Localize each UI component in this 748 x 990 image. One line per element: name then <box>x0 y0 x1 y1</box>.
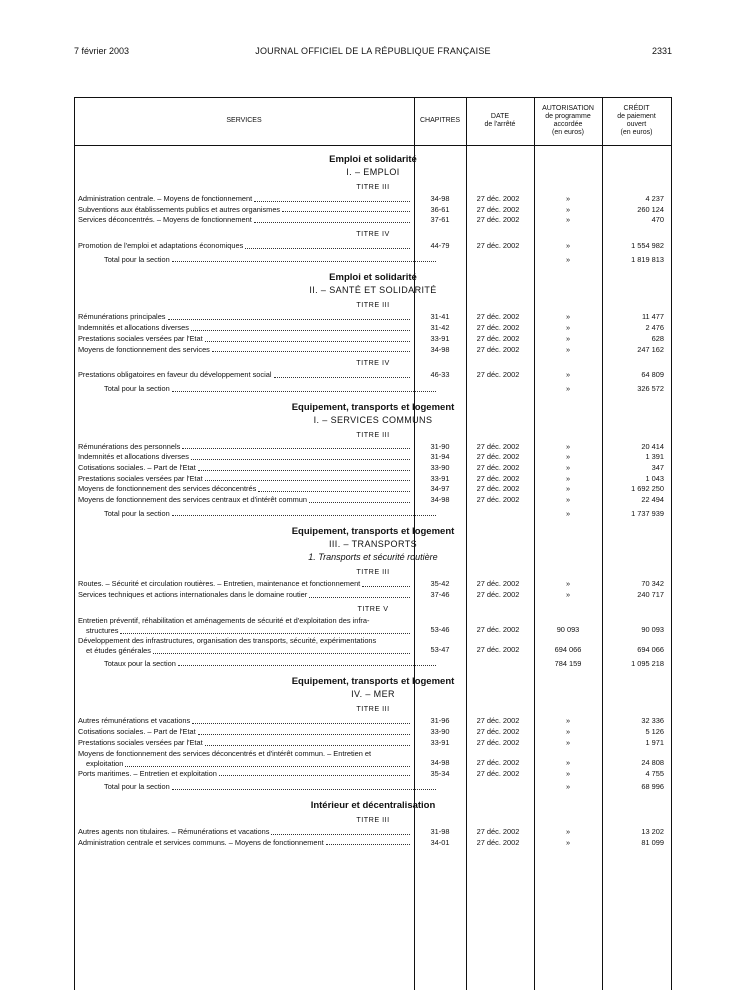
credit-cell: 1 391 <box>645 452 664 462</box>
table-row <box>74 241 672 252</box>
date-cell: 27 déc. 2002 <box>476 716 520 726</box>
service-cell <box>78 579 412 590</box>
service-cell <box>78 241 412 252</box>
titre-heading: TITRE V <box>357 603 389 613</box>
dot-leader <box>178 659 436 667</box>
service-label: Administration centrale. – Moyens de fonctionnement <box>78 194 253 203</box>
total-label: Total pour la section <box>104 508 170 518</box>
table-row <box>74 215 672 226</box>
credit-cell: 70 342 <box>641 579 664 589</box>
ministry-heading: Emploi et solidarité <box>329 272 417 284</box>
table-row <box>74 205 672 216</box>
chapitre-cell: 37-46 <box>430 590 450 600</box>
service-cell <box>78 370 412 381</box>
dot-leader <box>271 827 410 835</box>
service-label: Moyens de fonctionnement des services déconcentrés <box>78 484 257 494</box>
service-cell <box>78 345 412 356</box>
service-cell <box>78 484 412 495</box>
chapitre-cell: 35-34 <box>430 768 450 778</box>
credit-cell: 64 809 <box>641 370 664 380</box>
credit-cell: 90 093 <box>641 625 664 635</box>
dot-leader <box>198 727 410 735</box>
service-cell <box>78 215 412 226</box>
service-cell <box>78 495 412 506</box>
table-row <box>74 749 672 769</box>
credit-cell: 13 202 <box>641 826 664 836</box>
total-row <box>74 509 672 520</box>
date-cell: 27 déc. 2002 <box>476 241 520 251</box>
credit-cell: 1 043 <box>645 473 664 483</box>
journal-title: JOURNAL OFFICIEL DE LA RÉPUBLIQUE FRANÇAISE <box>255 46 491 56</box>
header-rule <box>74 145 672 146</box>
dot-leader <box>245 241 410 249</box>
service-label: Ports maritimes. – Entretien et exploitation <box>78 768 217 778</box>
chapitre-cell: 37-61 <box>430 215 450 225</box>
credits-table <box>74 97 672 990</box>
dot-leader <box>172 255 436 263</box>
total-autorisation: » <box>565 383 571 393</box>
service-cell <box>78 738 412 749</box>
service-cell <box>78 727 412 738</box>
autorisation-cell: » <box>565 452 571 462</box>
date-cell: 27 déc. 2002 <box>476 473 520 483</box>
dot-leader <box>172 782 436 790</box>
chapitre-cell: 33-91 <box>430 473 450 483</box>
autorisation-cell: » <box>565 194 571 203</box>
section-heading: IV. – MER <box>351 689 395 700</box>
date-cell: 27 déc. 2002 <box>476 737 520 747</box>
service-label: Rémunérations principales <box>78 312 166 322</box>
dot-leader <box>219 769 410 777</box>
chapitre-cell: 33-91 <box>430 737 450 747</box>
chapitre-cell: 31-42 <box>430 323 450 333</box>
date-cell: 27 déc. 2002 <box>476 204 520 214</box>
titre-heading: TITRE III <box>356 704 390 714</box>
service-label: Routes. – Sécurité et circulation routières. – Entretien, maintenance et fonctionnement <box>78 579 361 589</box>
table-row <box>74 495 672 506</box>
table-row <box>74 442 672 453</box>
date-cell: 27 déc. 2002 <box>476 344 520 354</box>
date-cell: 27 déc. 2002 <box>476 768 520 778</box>
dot-leader <box>212 345 410 353</box>
chapitre-cell: 46-33 <box>430 370 450 380</box>
autorisation-cell: » <box>565 370 571 380</box>
service-label: Services techniques et actions internationales dans le domaine routier <box>78 590 308 600</box>
issue-date: 7 février 2003 <box>74 46 130 56</box>
credit-cell: 628 <box>651 333 664 343</box>
dot-leader <box>254 215 410 223</box>
table-row <box>74 323 672 334</box>
running-header <box>74 46 672 60</box>
total-credit: 1 819 813 <box>631 254 664 264</box>
table-row <box>74 636 672 656</box>
ministry-heading: Intérieur et décentralisation <box>310 799 436 811</box>
date-cell: 27 déc. 2002 <box>476 452 520 462</box>
service-cell <box>78 334 412 345</box>
total-autorisation: 784 159 <box>554 658 582 668</box>
date-cell: 27 déc. 2002 <box>476 495 520 504</box>
header-credit: CRÉDIT de paiement ouvert (en euros) <box>617 105 656 136</box>
credit-cell: 470 <box>651 215 664 225</box>
dot-leader <box>192 716 410 724</box>
service-label: Administration centrale et services communs. – Moyens de fonctionnement <box>78 837 324 847</box>
chapitre-cell: 33-90 <box>430 727 450 737</box>
table-row <box>74 484 672 495</box>
table-row <box>74 194 672 205</box>
total-credit: 68 996 <box>641 782 664 792</box>
page-number: 2331 <box>651 46 672 56</box>
dot-leader <box>205 738 410 746</box>
service-label: Subventions aux établissements publics et autres organismes <box>78 204 281 214</box>
titre-heading: TITRE IV <box>356 358 390 368</box>
credit-cell: 2 476 <box>645 323 664 333</box>
total-label-cell <box>104 255 438 266</box>
total-row <box>74 384 672 395</box>
total-label: Total pour la section <box>104 254 170 264</box>
credit-cell: 694 066 <box>637 645 664 655</box>
section-heading: I. – EMPLOI <box>346 167 400 177</box>
dot-leader <box>362 579 410 587</box>
autorisation-cell: » <box>565 204 571 214</box>
total-autorisation: » <box>565 254 571 264</box>
credit-cell: 81 099 <box>641 837 664 847</box>
chapitre-cell: 31-96 <box>430 716 450 726</box>
date-cell: 27 déc. 2002 <box>476 758 520 767</box>
table-row <box>74 474 672 485</box>
total-label: Total pour la section <box>104 782 170 792</box>
section-heading: III. – TRANSPORTS <box>329 539 417 550</box>
credit-cell: 240 717 <box>637 590 664 600</box>
credit-cell: 24 808 <box>641 758 664 767</box>
date-cell: 27 déc. 2002 <box>476 462 520 472</box>
dot-leader <box>172 509 436 517</box>
service-cell <box>78 194 412 205</box>
dot-leader <box>191 323 410 331</box>
autorisation-cell: » <box>565 758 571 767</box>
autorisation-cell: » <box>565 323 571 333</box>
service-label: Prestations obligatoires en faveur du développement social <box>78 370 272 380</box>
chapitre-cell: 31-94 <box>430 452 450 462</box>
chapitre-cell: 31-41 <box>430 312 450 322</box>
autorisation-cell: » <box>565 495 571 504</box>
dot-leader <box>309 495 410 503</box>
dot-leader <box>274 370 410 378</box>
service-label-end: et études générales <box>86 646 151 656</box>
credit-cell: 1 971 <box>645 737 664 747</box>
credit-cell: 11 477 <box>641 312 664 322</box>
table-row <box>74 838 672 849</box>
dot-leader <box>125 759 410 767</box>
ministry-heading: Equipement, transports et logement <box>291 401 455 413</box>
service-label: Prestations sociales versées par l'Etat <box>78 473 203 483</box>
dot-leader <box>198 463 410 471</box>
date-cell: 27 déc. 2002 <box>476 312 520 322</box>
service-cell <box>78 323 412 334</box>
chapitre-cell: 34-01 <box>430 837 450 847</box>
date-cell: 27 déc. 2002 <box>476 826 520 836</box>
service-cell <box>78 442 412 453</box>
chapitre-cell: 34-98 <box>430 194 450 203</box>
chapitre-cell: 31-98 <box>430 826 450 836</box>
service-label: Prestations sociales versées par l'Etat <box>78 737 203 747</box>
autorisation-cell: » <box>565 215 571 225</box>
dot-leader <box>120 626 410 634</box>
date-cell: 27 déc. 2002 <box>476 215 520 225</box>
autorisation-cell: » <box>565 837 571 847</box>
autorisation-cell: » <box>565 590 571 600</box>
chapitre-cell: 36-61 <box>430 204 450 214</box>
service-label: Indemnités et allocations diverses <box>78 452 189 462</box>
credit-cell: 22 494 <box>641 495 664 504</box>
credit-cell: 4 755 <box>645 768 664 778</box>
autorisation-cell: » <box>565 312 571 322</box>
service-label: Services déconcentrés. – Moyens de fonctionnement <box>78 215 252 225</box>
credit-cell: 32 336 <box>641 716 664 726</box>
chapitre-cell: 34-98 <box>430 758 450 767</box>
credit-cell: 260 124 <box>637 204 664 214</box>
chapitre-cell: 33-91 <box>430 333 450 343</box>
credit-cell: 347 <box>651 462 664 472</box>
total-label-cell <box>104 659 438 670</box>
table-row <box>74 716 672 727</box>
chapitre-cell: 35-42 <box>430 579 450 589</box>
service-cell <box>78 636 412 657</box>
autorisation-cell: » <box>565 344 571 354</box>
date-cell: 27 déc. 2002 <box>476 590 520 600</box>
autorisation-cell: 90 093 <box>556 625 580 635</box>
autorisation-cell: » <box>565 462 571 472</box>
titre-heading: TITRE III <box>356 567 390 577</box>
service-label: Prestations sociales versées par l'Etat <box>78 333 203 343</box>
date-cell: 27 déc. 2002 <box>476 323 520 333</box>
autorisation-cell: » <box>565 716 571 726</box>
total-credit: 1 095 218 <box>631 658 664 668</box>
service-cell <box>78 827 412 838</box>
autorisation-cell: » <box>565 484 571 494</box>
service-label: Moyens de fonctionnement des services centraux et d'intérêt commun <box>78 495 307 504</box>
dot-leader <box>326 838 410 846</box>
total-label: Total pour la section <box>104 383 170 393</box>
date-cell: 27 déc. 2002 <box>476 333 520 343</box>
credit-cell: 1 692 250 <box>631 484 664 494</box>
chapitre-cell: 31-90 <box>430 441 450 451</box>
service-cell <box>78 590 412 601</box>
service-label: Autres agents non titulaires. – Rémunérations et vacations <box>78 826 270 836</box>
autorisation-cell: » <box>565 826 571 836</box>
credit-cell: 1 554 982 <box>631 241 664 251</box>
header-date: DATE de l'arrêté <box>484 113 516 128</box>
autorisation-cell: » <box>565 768 571 778</box>
dot-leader <box>168 312 410 320</box>
date-cell: 27 déc. 2002 <box>476 370 520 380</box>
table-body <box>74 147 672 848</box>
table-row <box>74 738 672 749</box>
service-label: Moyens de fonctionnement des services déconcentrés et d'intérêt commun. – Entretien et <box>78 748 372 758</box>
table-row <box>74 769 672 780</box>
table-row <box>74 590 672 601</box>
titre-heading: TITRE III <box>356 429 390 439</box>
table-row <box>74 370 672 381</box>
service-cell <box>78 474 412 485</box>
dot-leader <box>205 474 410 482</box>
service-cell <box>78 716 412 727</box>
autorisation-cell: 694 066 <box>554 645 582 655</box>
chapitre-cell: 53-46 <box>430 625 450 635</box>
dot-leader <box>172 384 436 392</box>
total-label-cell <box>104 384 438 395</box>
chapitre-cell: 53-47 <box>430 645 450 655</box>
section-heading: I. – SERVICES COMMUNS <box>313 414 433 425</box>
section-heading: II. – SANTÉ ET SOLIDARITÉ <box>309 285 437 296</box>
service-label: Développement des infrastructures, organisation des transports, sécurité, expérimentations <box>78 635 377 645</box>
table-row <box>74 334 672 345</box>
chapitre-cell: 34-97 <box>430 484 450 494</box>
header-chapitres: CHAPITRES <box>419 117 461 124</box>
titre-heading: TITRE IV <box>356 229 390 239</box>
table-row <box>74 463 672 474</box>
table-row <box>74 345 672 356</box>
total-row <box>74 659 672 670</box>
total-label-cell <box>104 509 438 520</box>
service-cell <box>78 769 412 780</box>
service-label: Indemnités et allocations diverses <box>78 323 189 333</box>
table-row <box>74 312 672 323</box>
credit-cell: 5 126 <box>645 727 664 737</box>
service-cell <box>78 452 412 463</box>
service-label: Rémunérations des personnels <box>78 441 181 451</box>
total-autorisation: » <box>565 782 571 792</box>
credit-cell: 4 237 <box>645 194 664 203</box>
service-label-continued <box>78 646 412 657</box>
dot-leader <box>309 590 410 598</box>
dot-leader <box>153 646 410 654</box>
ministry-heading: Emploi et solidarité <box>329 154 417 165</box>
service-label: Entretien préventif, réhabilitation et aménagements de sécurité et d'exploitation des infra- <box>78 615 370 625</box>
ministry-heading: Equipement, transports et logement <box>291 676 455 688</box>
service-label: Cotisations sociales. – Part de l'Etat <box>78 727 196 737</box>
chapitre-cell: 34-98 <box>430 495 450 504</box>
ministry-heading: Equipement, transports et logement <box>291 526 455 538</box>
dot-leader <box>205 334 410 342</box>
service-label-end: exploitation <box>86 759 124 769</box>
service-cell <box>78 838 412 849</box>
date-cell: 27 déc. 2002 <box>476 194 520 203</box>
service-cell <box>78 205 412 216</box>
chapitre-cell: 34-98 <box>430 344 450 354</box>
titre-heading: TITRE III <box>356 814 390 824</box>
dot-leader <box>182 442 410 450</box>
dot-leader <box>254 194 410 202</box>
total-credit: 1 737 939 <box>631 508 664 518</box>
dot-leader <box>282 205 410 213</box>
chapitre-cell: 33-90 <box>430 462 450 472</box>
total-label: Totaux pour la section <box>104 658 176 668</box>
autorisation-cell: » <box>565 727 571 737</box>
autorisation-cell: » <box>565 473 571 483</box>
titre-heading: TITRE III <box>356 182 390 191</box>
subsection-heading: 1. Transports et sécurité routière <box>308 552 438 563</box>
total-row <box>74 255 672 266</box>
table-row <box>74 827 672 838</box>
titre-heading: TITRE III <box>356 300 390 310</box>
service-label: Promotion de l'emploi et adaptations économiques <box>78 241 244 251</box>
header-services: SERVICES <box>226 117 262 124</box>
service-cell <box>78 616 412 637</box>
table-row <box>74 579 672 590</box>
total-credit: 326 572 <box>637 383 664 393</box>
table-row <box>74 727 672 738</box>
service-label-end: structures <box>86 626 119 636</box>
credit-cell: 247 162 <box>637 344 664 354</box>
dot-leader <box>191 452 410 460</box>
header-autorisation: AUTORISATION de programme accordée (en euros) <box>542 105 594 136</box>
autorisation-cell: » <box>565 333 571 343</box>
autorisation-cell: » <box>565 241 571 251</box>
service-label: Moyens de fonctionnement des services <box>78 344 210 354</box>
autorisation-cell: » <box>565 441 571 451</box>
date-cell: 27 déc. 2002 <box>476 727 520 737</box>
dot-leader <box>258 484 410 492</box>
total-row <box>74 782 672 793</box>
service-label: Cotisations sociales. – Part de l'Etat <box>78 462 196 472</box>
table-row <box>74 616 672 636</box>
date-cell: 27 déc. 2002 <box>476 837 520 847</box>
service-cell <box>78 312 412 323</box>
date-cell: 27 déc. 2002 <box>476 579 520 589</box>
credit-cell: 20 414 <box>641 441 664 451</box>
autorisation-cell: » <box>565 737 571 747</box>
autorisation-cell: » <box>565 579 571 589</box>
total-label-cell <box>104 782 438 793</box>
date-cell: 27 déc. 2002 <box>476 484 520 494</box>
date-cell: 27 déc. 2002 <box>476 645 520 655</box>
date-cell: 27 déc. 2002 <box>476 625 520 635</box>
total-autorisation: » <box>565 508 571 518</box>
date-cell: 27 déc. 2002 <box>476 441 520 451</box>
service-cell <box>78 749 412 770</box>
table-row <box>74 452 672 463</box>
service-cell <box>78 463 412 474</box>
chapitre-cell: 44-79 <box>430 241 450 251</box>
service-label: Autres rémunérations et vacations <box>78 716 191 726</box>
